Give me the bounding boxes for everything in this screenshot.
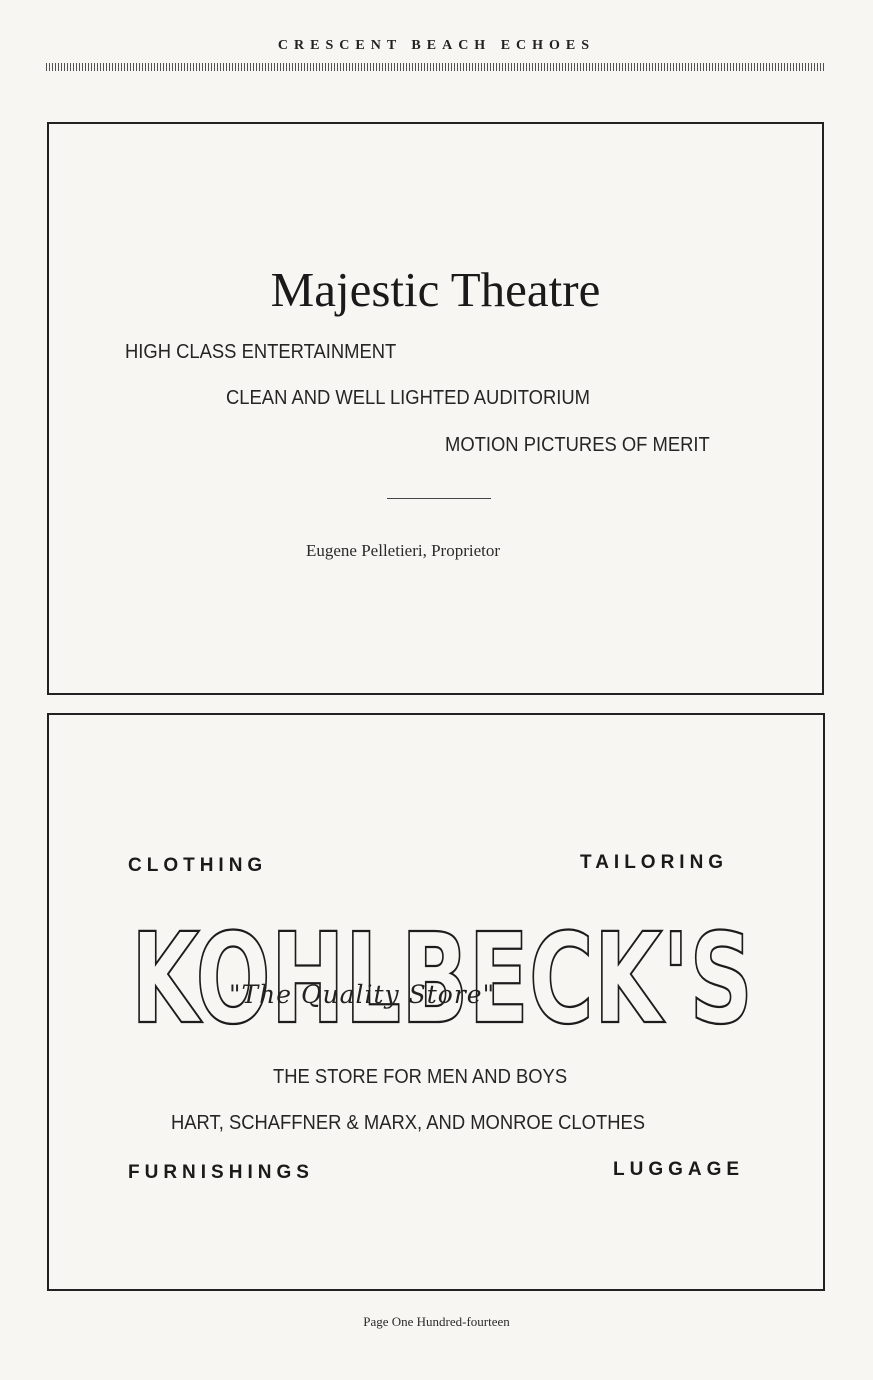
department-label: TAILORING bbox=[580, 852, 729, 873]
page-number: Page One Hundred-fourteen bbox=[363, 1314, 510, 1329]
department-label: LUGGAGE bbox=[613, 1159, 745, 1180]
divider bbox=[387, 498, 491, 499]
svg-text:KOHLBECK'S: KOHLBECK'S bbox=[131, 908, 753, 1033]
running-head: CRESCENT BEACH ECHOES bbox=[277, 38, 596, 53]
majestic-theatre-ad bbox=[47, 122, 824, 695]
theatre-name: Majestic Theatre bbox=[270, 262, 601, 317]
kohlbeck-logo bbox=[129, 908, 759, 1033]
store-tagline: "The Quality Store" bbox=[229, 980, 496, 1009]
header-rule bbox=[46, 63, 824, 71]
feature-line: MOTION PICTURES OF MERIT bbox=[445, 434, 710, 456]
feature-line: HIGH CLASS ENTERTAINMENT bbox=[125, 341, 397, 363]
department-label: CLOTHING bbox=[128, 855, 268, 876]
kohlbeck-ad bbox=[47, 713, 825, 1291]
feature-line: CLEAN AND WELL LIGHTED AUDITORIUM bbox=[226, 387, 590, 409]
proprietor-line: Eugene Pelletieri, Proprietor bbox=[306, 541, 501, 560]
department-label: FURNISHINGS bbox=[128, 1162, 314, 1183]
ad-line: THE STORE FOR MEN AND BOYS bbox=[273, 1066, 568, 1088]
ad-line: HART, SCHAFFNER & MARX, AND MONROE CLOTHES bbox=[171, 1112, 646, 1134]
